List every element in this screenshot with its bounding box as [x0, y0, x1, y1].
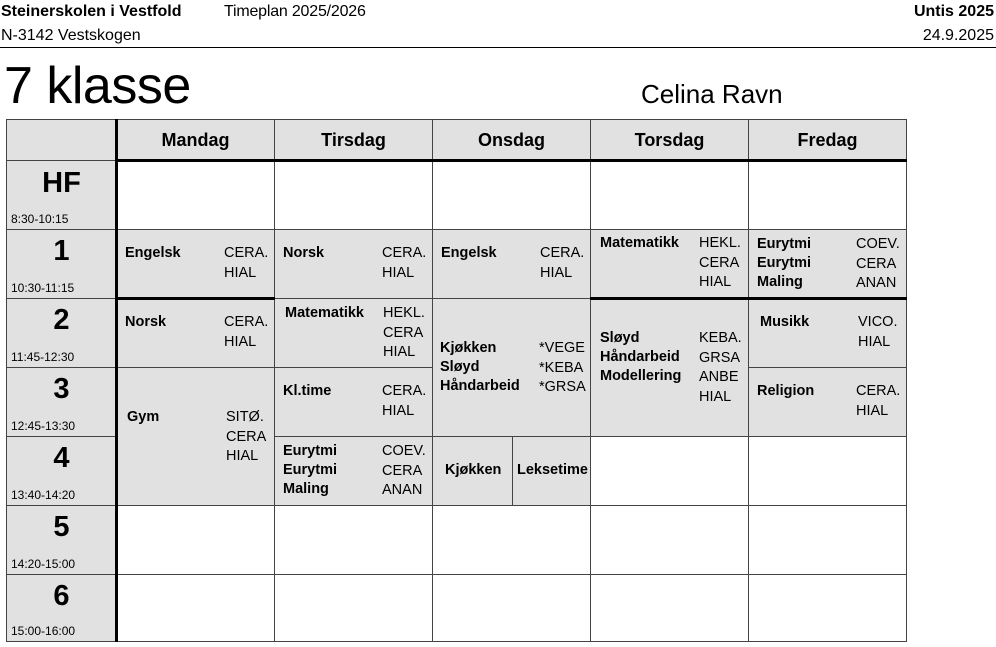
empty-slot	[274, 505, 433, 575]
day-header: Tirsdag	[274, 119, 433, 161]
period-header	[6, 574, 117, 642]
lesson-fri-3	[748, 367, 907, 437]
period-separator	[115, 119, 118, 642]
lesson-tue-4	[274, 436, 433, 506]
empty-slot	[274, 574, 433, 642]
lesson-tue-1	[274, 229, 433, 299]
lesson-subject: Håndarbeid	[440, 378, 520, 394]
lesson-teacher: CERA	[226, 428, 267, 445]
period-header	[6, 298, 117, 368]
lesson-teacher: HIAL	[382, 264, 415, 281]
lesson-subject: Sløyd	[600, 330, 640, 346]
period-1-separator	[590, 297, 907, 300]
lesson-subject: Sløyd	[440, 359, 480, 375]
empty-slot	[748, 574, 907, 642]
header-timetable: Timeplan 2025/2026	[224, 3, 366, 20]
lesson-teacher: CERA	[856, 255, 897, 272]
lesson-tue-3	[274, 367, 433, 437]
header-product: Untis 2025	[913, 3, 994, 20]
lesson-teacher: CERA.	[856, 383, 901, 399]
header-date: 24.9.2025	[922, 27, 994, 44]
lesson-teacher: VICO.	[858, 314, 898, 330]
period-label: 2	[53, 304, 70, 336]
period-header	[6, 160, 117, 230]
lesson-teacher: COEV.	[856, 236, 900, 252]
lesson-teacher: CERA.	[382, 245, 427, 261]
lesson-wed-2	[432, 298, 591, 437]
empty-slot	[116, 505, 275, 575]
period-time: 12:45-13:30	[11, 419, 76, 433]
lesson-subject: Eurytmi	[757, 255, 811, 271]
period-time: 11:45-12:30	[11, 350, 75, 364]
lesson-subject: Kjøkken	[445, 462, 502, 478]
empty-slot	[432, 574, 591, 642]
period-label: HF	[42, 167, 81, 199]
period-time: 14:20-15:00	[11, 557, 76, 571]
header-address: N-3142 Vestskogen	[1, 27, 141, 44]
lesson-teacher: HIAL	[224, 264, 257, 281]
lesson-subject: Eurytmi	[757, 236, 811, 252]
lesson-mon-2	[116, 298, 275, 368]
mon-separator	[116, 297, 275, 300]
lesson-teacher: CERA	[383, 324, 424, 341]
period-label: 5	[53, 511, 70, 543]
lesson-subject: Leksetime	[517, 462, 588, 478]
grid-corner	[6, 119, 117, 161]
class-title: 7 klasse	[4, 57, 191, 115]
lesson-subject: Matematikk	[285, 305, 364, 321]
period-time: 13:40-14:20	[11, 488, 76, 502]
lesson-teacher: HIAL	[856, 402, 889, 419]
lesson-fri-2	[748, 298, 907, 368]
lesson-teacher: SITØ.	[226, 409, 264, 425]
period-header	[6, 436, 117, 506]
lesson-subject: Håndarbeid	[600, 349, 680, 365]
lesson-subject: Norsk	[283, 245, 325, 261]
period-header	[6, 367, 117, 437]
lesson-teacher: HEKL.	[699, 235, 741, 251]
empty-slot	[748, 160, 907, 230]
header-school: Steinerskolen i Vestfold	[1, 3, 182, 20]
period-time: 8:30-10:15	[11, 212, 69, 226]
period-label: 1	[53, 235, 70, 267]
lesson-teacher: *KEBA	[539, 359, 584, 376]
lesson-subject: Engelsk	[125, 245, 181, 261]
period-header	[6, 229, 117, 299]
lesson-subject: Engelsk	[441, 245, 497, 261]
empty-slot	[432, 505, 591, 575]
lesson-teacher: ANAN	[856, 275, 897, 291]
lesson-teacher: HIAL	[699, 388, 732, 405]
day-header: Fredag	[748, 119, 907, 161]
lesson-subject: Kjøkken	[440, 340, 497, 356]
header-divider	[0, 47, 996, 48]
lesson-teacher: HIAL	[858, 333, 891, 350]
day-header: Onsdag	[432, 119, 591, 161]
empty-slot	[116, 574, 275, 642]
lesson-subject: Religion	[757, 383, 815, 399]
empty-slot	[748, 505, 907, 575]
period-label: 3	[53, 373, 70, 405]
empty-slot	[116, 160, 275, 230]
lesson-teacher: CERA	[699, 254, 740, 271]
lesson-teacher: CERA.	[540, 245, 585, 261]
lesson-subject: Kl.time	[283, 383, 332, 399]
lesson-wed-4a	[432, 436, 513, 506]
lesson-subject: Maling	[757, 274, 803, 290]
empty-slot	[590, 505, 749, 575]
lesson-teacher: *GRSA	[539, 379, 586, 395]
lesson-subject: Eurytmi	[283, 462, 337, 478]
teacher-name: Celina Ravn	[641, 79, 783, 109]
lesson-teacher: ANBE	[699, 369, 739, 385]
lesson-teacher: CERA.	[224, 314, 269, 330]
lesson-mon-3	[116, 367, 275, 506]
lesson-teacher: HEKL.	[383, 305, 425, 321]
empty-slot	[432, 160, 591, 230]
lesson-teacher: HIAL	[699, 274, 732, 290]
lesson-mon-1	[116, 229, 275, 299]
lesson-subject: Maling	[283, 481, 329, 497]
period-header	[6, 505, 117, 575]
lesson-subject: Eurytmi	[283, 443, 337, 459]
lesson-teacher: ANAN	[382, 482, 423, 498]
lesson-subject: Norsk	[125, 314, 167, 330]
lesson-teacher: HIAL	[383, 344, 416, 360]
lesson-thu-1	[590, 229, 749, 299]
period-label: 4	[53, 442, 70, 474]
lesson-subject: Matematikk	[600, 235, 679, 251]
lesson-subject: Musikk	[760, 314, 810, 330]
lesson-fri-1	[748, 229, 907, 299]
empty-slot	[590, 436, 749, 506]
day-header: Mandag	[116, 119, 275, 161]
header-separator	[116, 159, 907, 162]
lesson-teacher: HIAL	[224, 333, 257, 350]
lesson-teacher: CERA.	[382, 383, 427, 399]
lesson-teacher: *VEGE	[539, 340, 585, 356]
timetable-grid	[6, 119, 907, 642]
period-time: 15:00-16:00	[11, 624, 76, 638]
lesson-wed-1	[432, 229, 591, 299]
empty-slot	[590, 574, 749, 642]
lesson-teacher: HIAL	[226, 448, 259, 464]
lesson-teacher: HIAL	[540, 264, 573, 281]
day-header: Torsdag	[590, 119, 749, 161]
lesson-teacher: COEV.	[382, 443, 426, 459]
period-label: 6	[53, 580, 70, 612]
period-time: 10:30-11:15	[11, 281, 75, 295]
lesson-subject: Modellering	[600, 368, 682, 384]
lesson-teacher: CERA.	[224, 245, 269, 261]
lesson-tue-2	[274, 298, 433, 368]
empty-slot	[748, 436, 907, 506]
lesson-wed-4b	[512, 436, 591, 506]
lesson-thu-2	[590, 298, 749, 437]
empty-slot	[590, 160, 749, 230]
lesson-teacher: GRSA	[699, 349, 741, 366]
lesson-subject: Gym	[127, 409, 160, 425]
lesson-teacher: KEBA.	[699, 330, 742, 346]
empty-slot	[274, 160, 433, 230]
lesson-teacher: CERA	[382, 462, 423, 479]
lesson-teacher: HIAL	[382, 402, 415, 419]
